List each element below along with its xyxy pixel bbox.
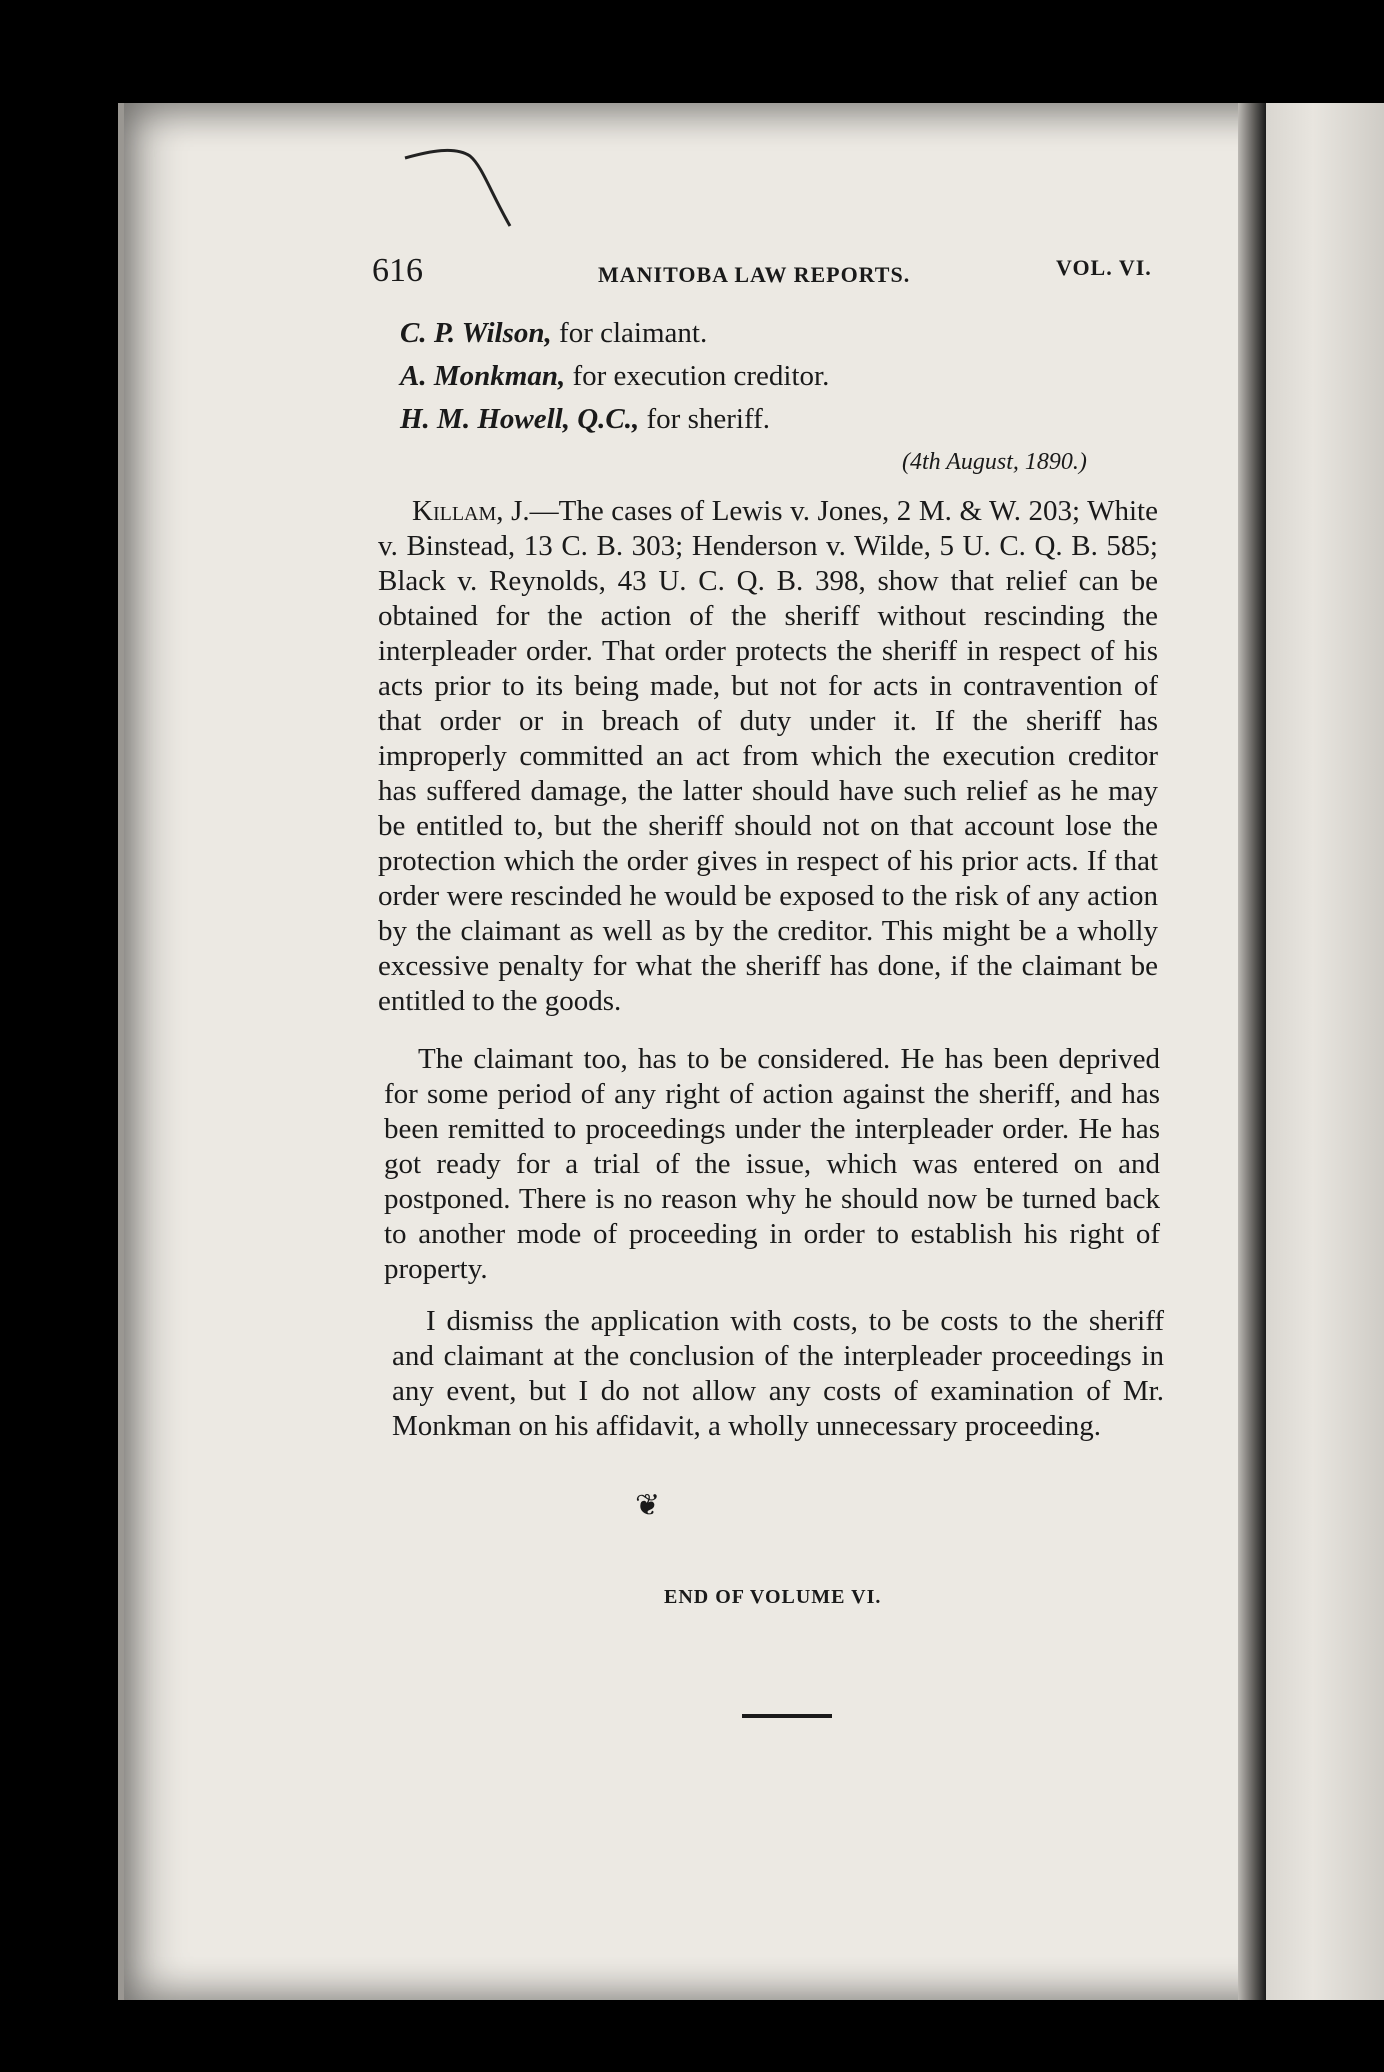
counsel-name: A. Monkman, — [400, 360, 566, 392]
judgment-paragraph — [378, 494, 1158, 1019]
counsel-line — [400, 317, 707, 350]
paragraph-text: —The cases of Lewis v. Jones, 2 M. & W. 203; White v. Binstead, 13 C. B. 303; Henderson v. Wilde, 5 U. C. Q. B. 585; Black v. Reynolds, 43 U. C. Q. B. 398, show that relief can be obtained for the action of the sheriff without rescinding the interpleader order. That order protects the sheriff in respect of his acts prior to its being made, but not for acts in contravention of that order or in breach of duty under it. If the sheriff has improperly committed an act from which the execution creditor has suffered damage, the latter should have such relief as he may be entitled to, but the sheriff should not on that account lose the protection which the order gives in respect of his prior acts. If that order were rescinded he would be exposed to the risk of any action by the claimant as well as by the creditor. This might be a wholly excessive penalty for what the sheriff has done, if the claimant be entitled to the goods. — [378, 495, 1158, 1017]
pen-mark — [400, 146, 520, 236]
counsel-role: for execution creditor. — [565, 360, 830, 392]
counsel-role: for claimant. — [551, 317, 708, 349]
page-number: 616 — [372, 252, 423, 289]
judge-name: Killam, J. — [412, 495, 530, 527]
end-rule — [742, 1714, 832, 1718]
counsel-line — [400, 360, 829, 393]
volume-label: VOL. VI. — [1056, 255, 1152, 280]
facing-page-edge — [1266, 103, 1384, 2000]
end-of-volume: END OF VOLUME VI. — [664, 1586, 882, 1608]
judgment-paragraph — [392, 1304, 1164, 1444]
judgment-paragraph — [384, 1042, 1160, 1287]
paragraph-text: I dismiss the application with costs, to be costs to the sheriff and claimant at the conclusion of the interpleader proceedings in any event, but I do not allow any costs of examination of Mr. Monkman on his affidavit, a wholly unnecessary proceeding. — [392, 1305, 1164, 1442]
counsel-role: for sheriff. — [639, 403, 770, 435]
counsel-name: H. M. Howell, Q.C., — [400, 403, 640, 435]
counsel-line — [400, 403, 770, 436]
book-gutter — [1238, 103, 1266, 2000]
counsel-name: C. P. Wilson, — [400, 317, 552, 349]
judgment-date: (4th August, 1890.) — [902, 449, 1087, 475]
running-head: MANITOBA LAW REPORTS. — [598, 262, 911, 287]
paragraph-text: The claimant too, has to be considered. He has been deprived for some period of any right of action against the sheriff, and has been remitted to proceedings under the interpleader order. He has got ready for a trial of the issue, which was entered on and postponed. There is no reason why he should now be turned back to another mode of proceeding in order to establish his right of property. — [384, 1043, 1160, 1285]
fleuron-ornament: ❦ — [635, 1489, 661, 1522]
